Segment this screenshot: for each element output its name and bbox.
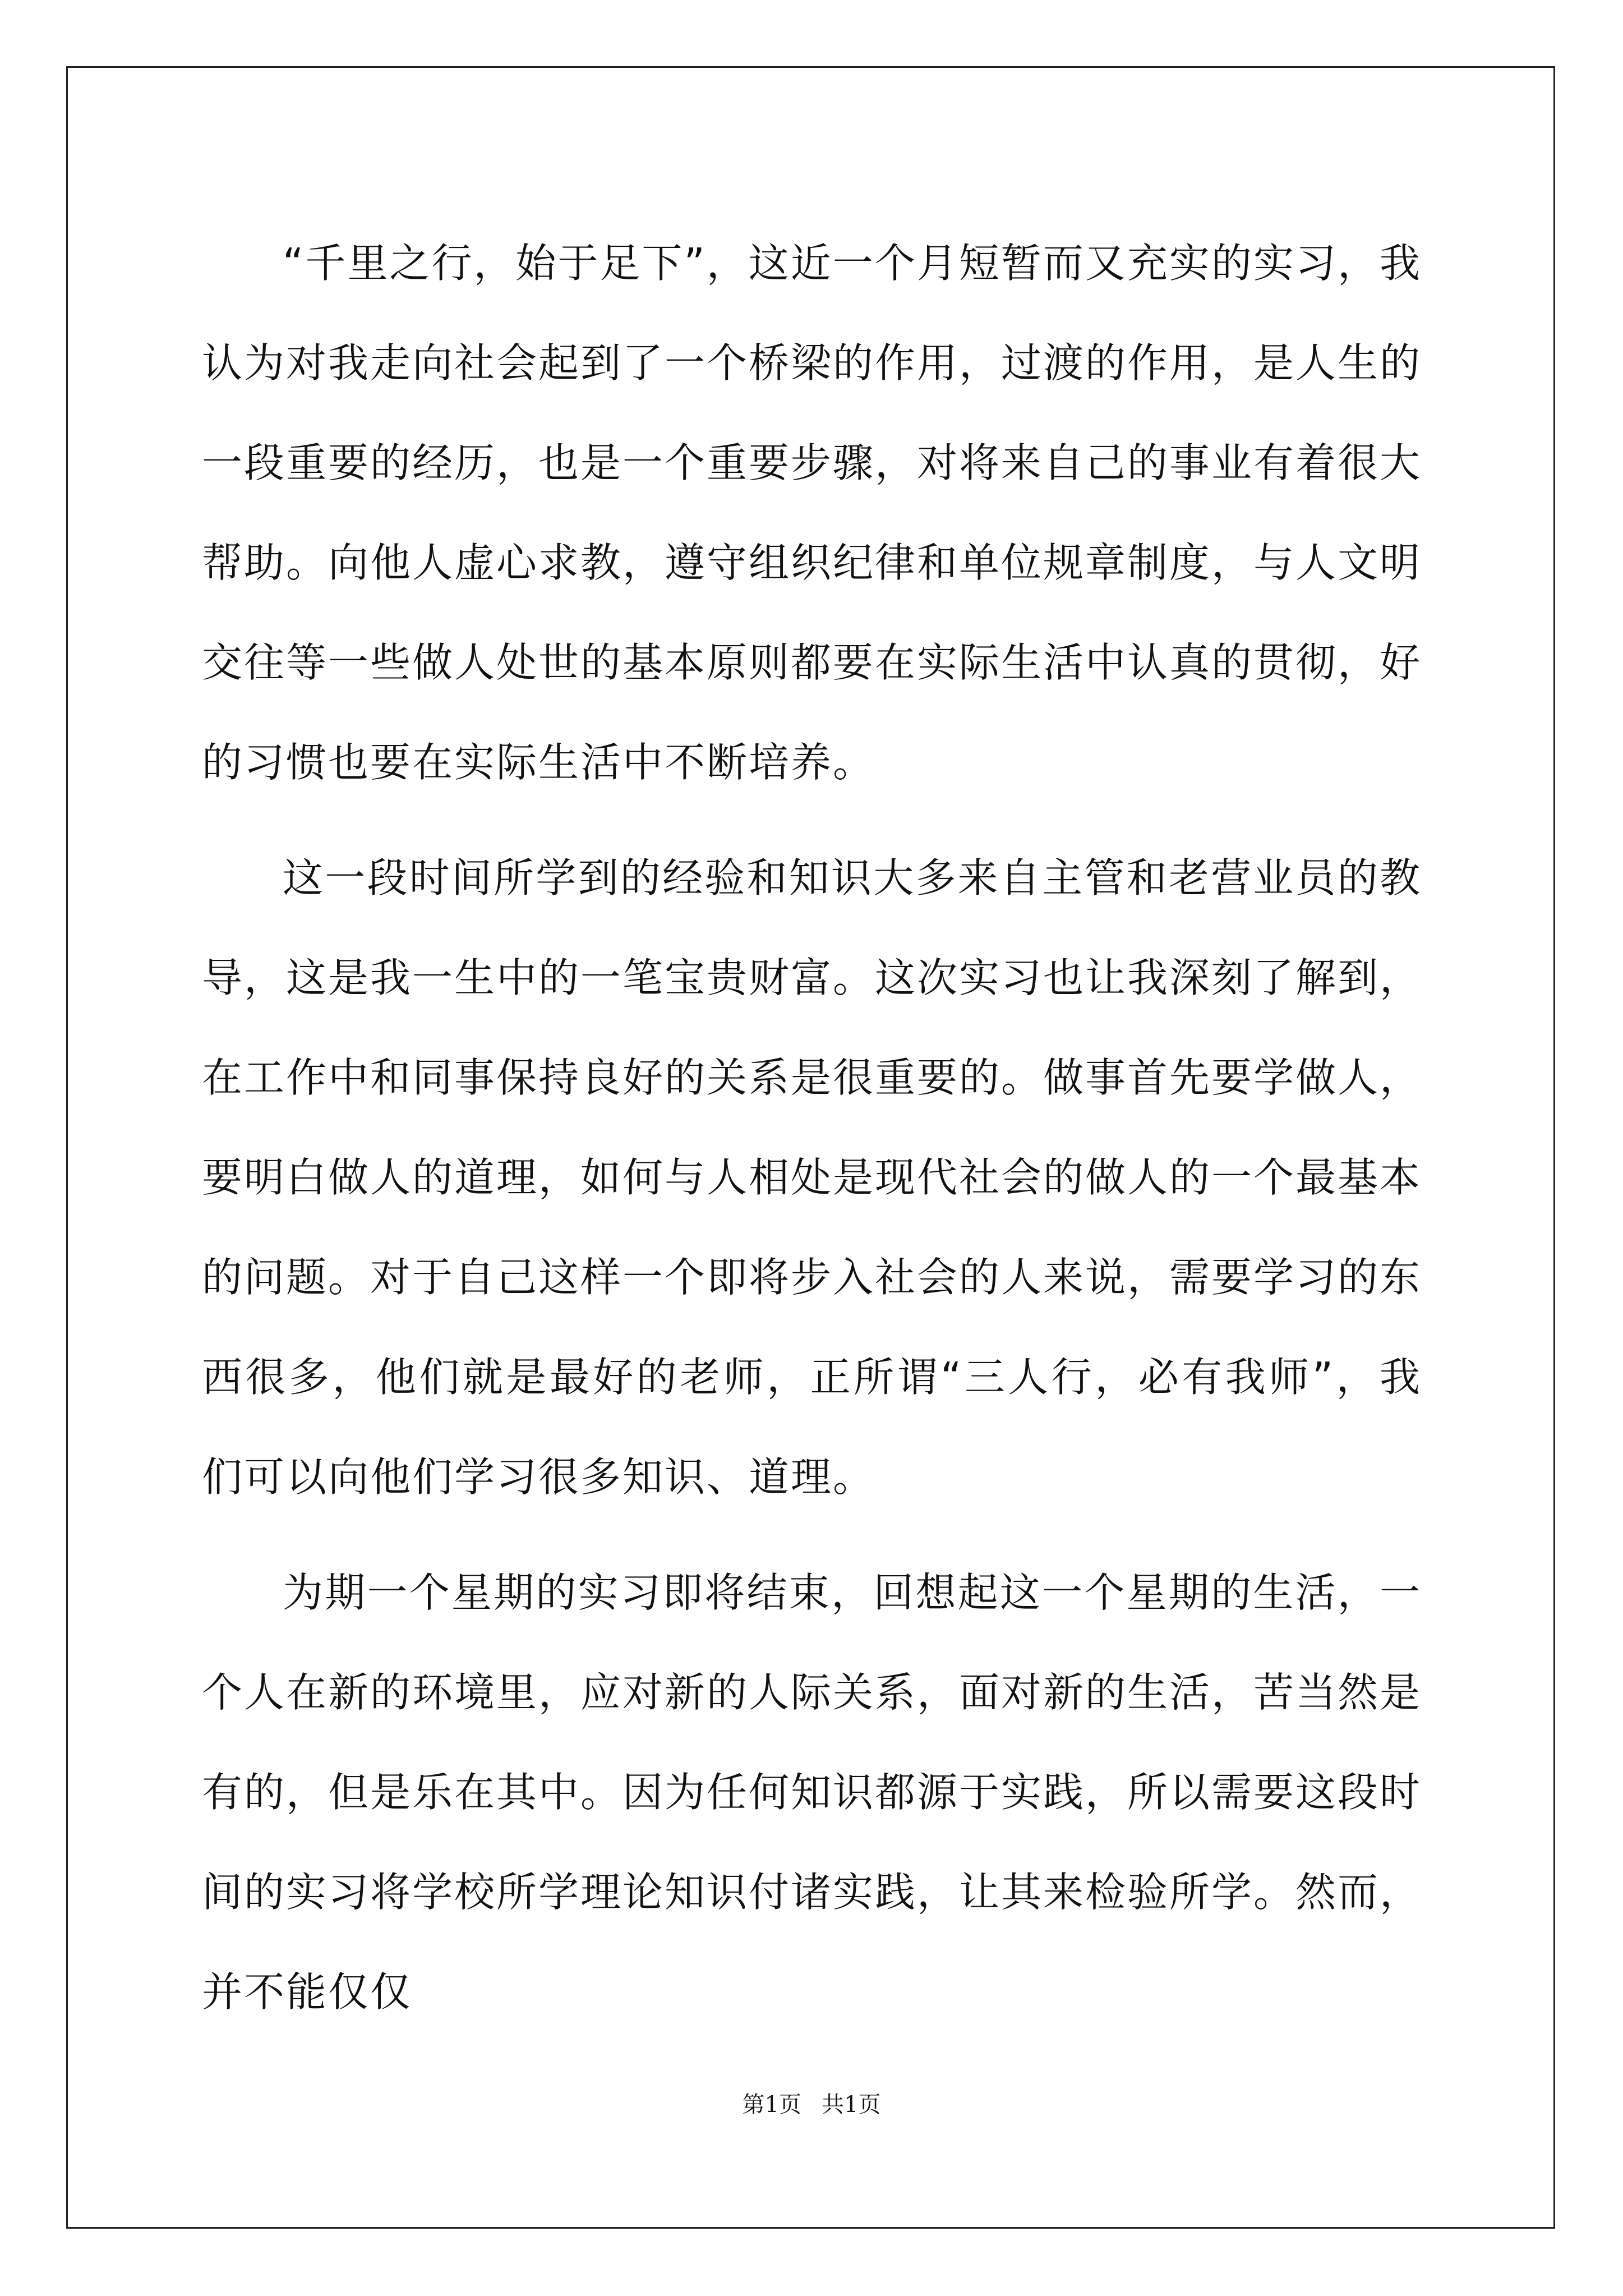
paragraph-3: 为期一个星期的实习即将结束，回想起这一个星期的生活，一个人在新的环境里，应对新的人际关系，面对新的生活，苦当然是有的，但是乐在其中。因为任何知识都源于实践，所以需要这段时间的实习将学校所学理论知识付诸实践，让其来检验所学。然而，并不能仅仅 [202,1569,1422,2016]
page-total: 共1页 [822,2092,881,2118]
paragraph-1: “千里之行，始于足下”，这近一个月短暂而又充实的实习，我认为对我走向社会起到了一个桥梁的作用，过渡的作用，是人生的一段重要的经历，也是一个重要步骤，对将来自己的事业有着很大帮助。向他人虚心求教，遵守组织纪律和单位规章制度，与人文明交往等一些做人处世的基本原则都要在实际生活中认真的贯彻，好的习惯也要在实际生活中不断培养。 [202,240,1422,786]
paragraph-2: 这一段时间所学到的经验和知识大多来自主管和老营业员的教导，这是我一生中的一笔宝贵财富。这次实习也让我深刻了解到，在工作中和同事保持良好的关系是很重要的。做事首先要学做人，要明白做人的道理，如何与人相处是现代社会的做人的一个最基本的问题。对于自己这样一个即将步入社会的人来说，需要学习的东西很多，他们就是最好的老师，正所谓“三人行，必有我师”，我们可以向他们学习很多知识、道理。 [202,854,1422,1501]
page-number: 第1页 [742,2092,801,2118]
document-body [202,213,1422,2058]
page-footer [0,2087,1623,2119]
